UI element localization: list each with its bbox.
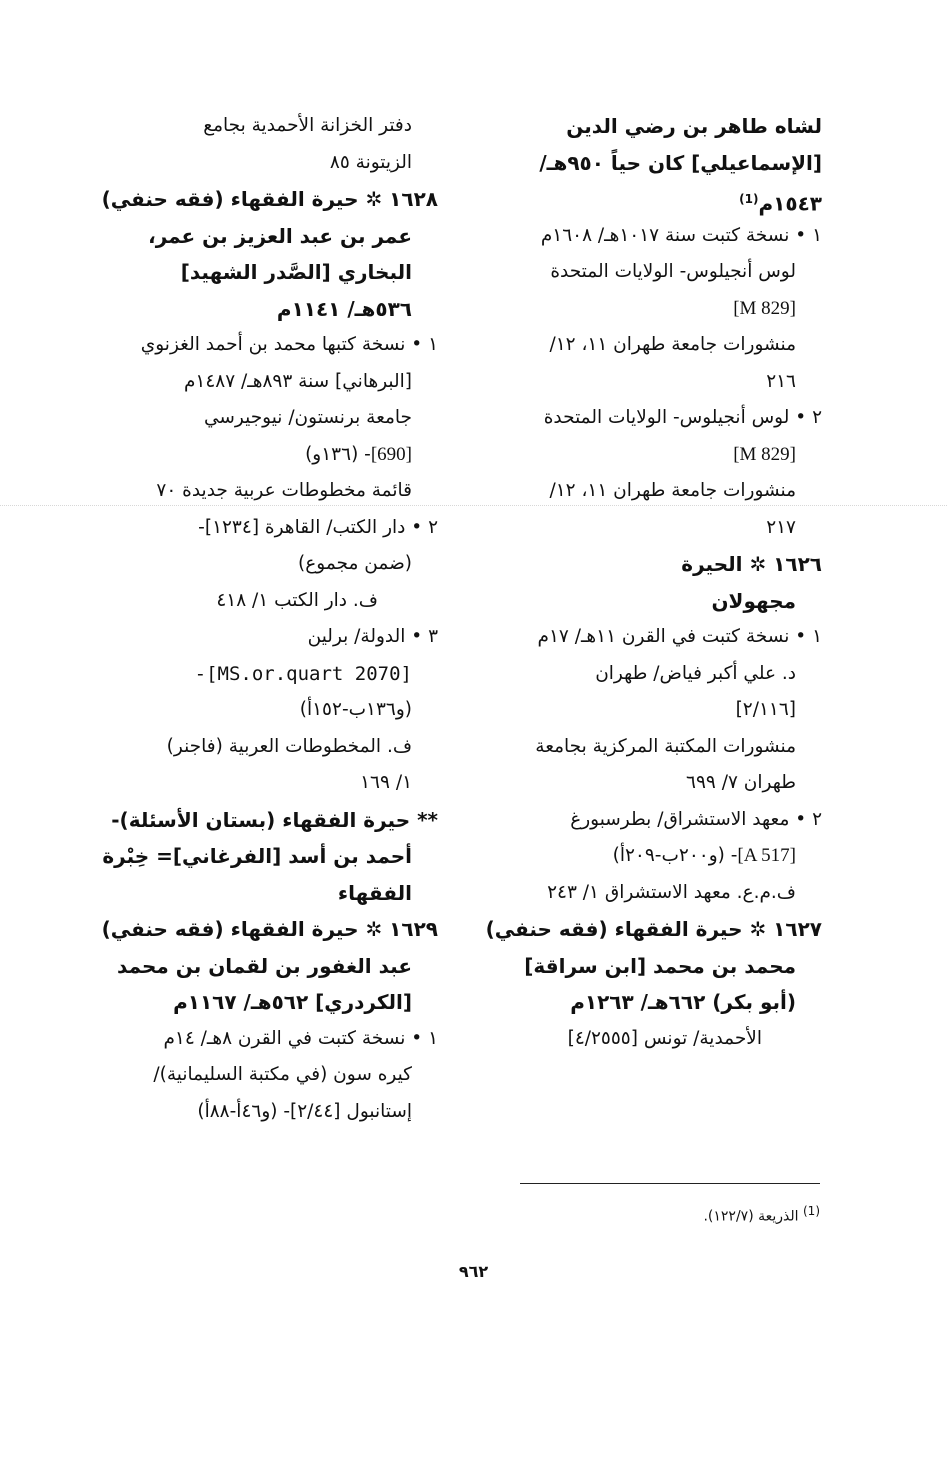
line-text: ١ • نسخة كتبت في القرن ٨هـ/ ١٤م xyxy=(163,1027,438,1049)
line-text: ٢١٧ xyxy=(766,516,796,538)
line-text: منشورات جامعة طهران ١١، ١٢/ xyxy=(549,334,796,355)
right-column-line xyxy=(492,254,822,291)
line-text: [٢/١١٦] xyxy=(735,699,796,720)
right-column-line xyxy=(492,765,822,802)
line-text: ١٥٤٣م xyxy=(758,191,822,216)
line-text: ٢١٦ xyxy=(766,370,796,392)
line-text: ف. المخطوطات العربية (فاجنر) xyxy=(166,735,412,757)
line-text: - (و٢٠٠ب-٢٠٩أ) xyxy=(612,845,738,866)
line-text: [البرهاني] سنة ٨٩٣هـ/ ١٤٨٧م xyxy=(183,370,412,392)
left-column-line xyxy=(108,619,438,656)
line-text: ٥٣٦هـ/ ١١٤١م xyxy=(276,296,412,321)
line-text: الفقهاء xyxy=(337,880,412,905)
right-column-line xyxy=(492,473,822,510)
left-column-line xyxy=(108,364,438,401)
left-column-line xyxy=(108,108,438,145)
line-text: طهران ٧/ ٦٩٩ xyxy=(686,772,796,793)
line-text: ١ • نسخة كتبت سنة ١٠١٧هـ/ ١٦٠٨م xyxy=(540,224,822,246)
line-text: قائمة مخطوطات عربية جديدة ٧٠ xyxy=(156,480,412,501)
footnote-rule xyxy=(520,1183,820,1184)
right-column-line xyxy=(492,948,822,985)
line-text: الزيتونة ٨٥ xyxy=(329,151,412,173)
left-column-line xyxy=(108,510,438,547)
line-text: ١/ ١٦٩ xyxy=(360,772,412,793)
left-column-line xyxy=(102,838,438,875)
right-column-line xyxy=(492,291,822,328)
line-text: ٢ • دار الكتب/ القاهرة [١٢٣٤]- xyxy=(198,516,438,538)
right-column-line xyxy=(492,729,822,766)
line-text: (أبو بكر) ٦٦٢هـ/ ١٢٦٣م xyxy=(570,990,796,1014)
left-column-line xyxy=(108,729,438,766)
left-column-line xyxy=(108,583,438,620)
right-column-line xyxy=(492,656,822,693)
left-column-line xyxy=(108,218,438,255)
left-column-line xyxy=(108,875,438,912)
right-column-line xyxy=(492,181,822,218)
shelfmark: -[MS.or.quart 2070] xyxy=(194,662,412,685)
right-column-line xyxy=(492,984,822,1021)
line-text: ف.م.ع. معهد الاستشراق ١/ ٢٤٣ xyxy=(547,881,796,903)
line-text: ١٦٢٨ ✲ حيرة الفقهاء (فقه حنفي) xyxy=(101,187,438,211)
right-column xyxy=(485,108,822,1057)
page-number: ٩٦٢ xyxy=(458,1262,489,1281)
footnote-marker: (1) xyxy=(802,1204,820,1218)
footnote-text: الذريعة (١٢٢/٧). xyxy=(703,1208,799,1225)
left-column-line xyxy=(108,145,438,182)
right-column-line xyxy=(492,108,822,145)
line-text: ٢ • معهد الاستشراق/ بطرسبورغ xyxy=(570,808,822,830)
line-text: إستانبول [٢/٤٤]- (و٤٦أ-٨٨أ) xyxy=(197,1100,412,1122)
line-text: محمد بن محمد [ابن سراقة] xyxy=(524,953,796,978)
left-column-line xyxy=(108,327,438,364)
right-column-line xyxy=(492,619,822,656)
line-text: [الإسماعيلي] كان حياً ٩٥٠هـ/ xyxy=(539,150,822,175)
line-text: ف. دار الكتب ١/ ٤١٨ xyxy=(216,589,378,611)
left-column-line xyxy=(108,802,438,839)
shelfmark: [690] xyxy=(370,443,412,465)
line-text: [الكردري] ٥٦٢هـ/ ١١٦٧م xyxy=(173,990,412,1014)
line-text: ١ • نسخة كتبت في القرن ١١هـ/ ١٧م xyxy=(537,626,822,647)
left-column-line xyxy=(108,546,438,583)
right-column-line xyxy=(492,145,822,182)
line-text: (و١٣٦ب-١٥٢أ) xyxy=(299,699,412,720)
line-text: ** حيرة الفقهاء (بستان الأسئلة)- xyxy=(111,807,438,832)
line-text: لشاه طاهر بن رضي الدين xyxy=(566,114,822,138)
right-column-line xyxy=(492,875,822,912)
left-column-line xyxy=(108,473,438,510)
left-column-line xyxy=(108,692,438,729)
right-column-line xyxy=(492,218,822,255)
line-text: الأحمدية/ تونس [٤/٢٥٥٥] xyxy=(567,1027,762,1049)
line-text: ١٦٢٦ ✲ الحيرة xyxy=(681,552,822,576)
right-column-line xyxy=(492,802,822,839)
line-text: ٢ • لوس أنجيلوس- الولايات المتحدة xyxy=(543,407,822,428)
right-column-line xyxy=(492,838,822,875)
left-column-line xyxy=(108,765,438,802)
shelfmark: [A 517] xyxy=(737,845,796,866)
line-text: د. علي أكبر فياض/ طهران xyxy=(595,662,796,684)
left-column-line xyxy=(108,948,438,985)
left-column-line xyxy=(108,437,438,474)
left-column-line xyxy=(108,656,438,693)
left-column-line xyxy=(108,1057,438,1094)
right-column-line xyxy=(492,400,822,437)
left-column-line xyxy=(108,291,438,328)
line-text: لوس أنجيلوس- الولايات المتحدة xyxy=(550,261,796,282)
left-column-line xyxy=(108,1094,438,1131)
right-column-line xyxy=(492,583,822,620)
line-text: ١٦٢٧ ✲ حيرة الفقهاء (فقه حنفي) xyxy=(485,917,822,941)
right-column-line xyxy=(492,692,822,729)
left-column-line xyxy=(108,984,438,1021)
line-text: منشورات جامعة طهران ١١، ١٢/ xyxy=(549,480,796,501)
line-text: البخاري [الصَّدر الشهيد] xyxy=(180,260,412,284)
right-column-line xyxy=(492,364,822,401)
line-text: مجهولان xyxy=(711,588,796,613)
line-text: - (١٣٦و) xyxy=(305,443,371,465)
right-column-line xyxy=(492,437,822,474)
footnote-ref: (1) xyxy=(739,192,759,206)
line-text: دفتر الخزانة الأحمدية بجامع xyxy=(203,115,412,136)
left-column xyxy=(101,108,438,1130)
line-text: ١ • نسخة كتبها محمد بن أحمد الغزنوي xyxy=(140,334,438,355)
line-text: ٣ • الدولة/ برلين xyxy=(307,626,438,647)
line-text: [M 829] xyxy=(733,443,796,465)
left-column-line xyxy=(101,181,438,218)
footnote xyxy=(520,1200,820,1228)
left-column-line xyxy=(101,911,438,948)
right-column-line xyxy=(492,510,822,547)
line-text: منشورات المكتبة المركزية بجامعة xyxy=(535,735,796,757)
line-text: عبد الغفور بن لقمان بن محمد xyxy=(117,953,412,978)
right-column-line xyxy=(492,327,822,364)
line-text: كيره سون (في مكتبة السليمانية)/ xyxy=(153,1064,412,1085)
right-column-line xyxy=(492,546,822,583)
line-text: عمر بن عبد العزيز بن عمر، xyxy=(148,223,412,248)
right-column-line xyxy=(485,911,822,948)
line-text: ١٦٢٩ ✲ حيرة الفقهاء (فقه حنفي) xyxy=(101,917,438,941)
left-column-line xyxy=(108,254,438,291)
left-column-line xyxy=(108,1021,438,1058)
right-column-line xyxy=(492,1021,822,1058)
line-text: (ضمن مجموع) xyxy=(298,553,412,574)
line-text: أحمد بن أسد [الفرغاني]= خِبْرة xyxy=(102,844,412,868)
line-text: [M 829] xyxy=(733,297,796,319)
line-text: جامعة برنستون/ نيوجيرسي xyxy=(204,407,412,428)
left-column-line xyxy=(108,400,438,437)
